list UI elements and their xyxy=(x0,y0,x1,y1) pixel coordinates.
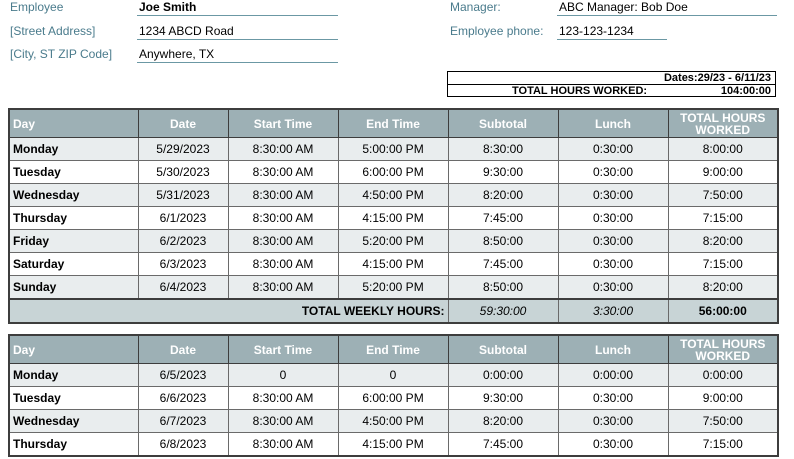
start-time-cell[interactable]: 8:30:00 AM xyxy=(228,276,338,300)
total-hours-cell: 56:00:00 xyxy=(668,299,778,323)
total-hours-cell: 7:15:00 xyxy=(668,433,778,457)
subtotal-cell: 8:20:00 xyxy=(448,184,558,207)
col-total-hours-header: TOTAL HOURS WORKED xyxy=(668,109,778,138)
total-hours-label: TOTAL HOURS WORKED: xyxy=(512,85,648,97)
total-hours-cell: 9:00:00 xyxy=(668,161,778,184)
col-total-hours-header: TOTAL HOURS WORKED xyxy=(668,335,778,364)
total-hours-cell: 8:20:00 xyxy=(668,276,778,300)
table-row xyxy=(9,253,778,276)
date-cell[interactable]: 5/30/2023 xyxy=(138,161,228,184)
col-start-time-header: Start Time xyxy=(228,335,338,364)
total-subtotal-cell: 59:30:00 xyxy=(448,299,558,323)
employee-label: Employee xyxy=(10,0,64,14)
table-row xyxy=(9,433,778,457)
dates-value[interactable]: 29/23 - 6/11/23 xyxy=(697,72,771,84)
total-hours-cell: 7:50:00 xyxy=(668,410,778,433)
dates-row xyxy=(448,72,775,85)
summary-box xyxy=(447,71,776,97)
end-time-cell[interactable]: 4:50:00 PM xyxy=(338,184,448,207)
col-day-header: Day xyxy=(9,109,138,138)
total-hours-cell: 0:00:00 xyxy=(668,364,778,387)
lunch-cell: 0:30:00 xyxy=(558,253,668,276)
date-cell[interactable]: 6/2/2023 xyxy=(138,230,228,253)
total-hours-row xyxy=(448,85,775,97)
week2-table xyxy=(8,334,779,457)
total-hours-cell: 7:15:00 xyxy=(668,207,778,230)
subtotal-cell: 8:50:00 xyxy=(448,230,558,253)
day-cell: Tuesday xyxy=(9,387,138,410)
end-time-cell[interactable]: 4:50:00 PM xyxy=(338,410,448,433)
street-address-label: [Street Address] xyxy=(10,24,96,38)
week1-body xyxy=(9,138,778,300)
col-end-time-header: End Time xyxy=(338,109,448,138)
week1-header-row xyxy=(9,109,778,138)
start-time-cell[interactable]: 8:30:00 AM xyxy=(228,138,338,161)
day-cell: Wednesday xyxy=(9,410,138,433)
total-weekly-hours-label: TOTAL WEEKLY HOURS: xyxy=(9,299,448,323)
total-hours-cell: 7:15:00 xyxy=(668,253,778,276)
table-row xyxy=(9,364,778,387)
day-cell: Monday xyxy=(9,364,138,387)
week2-body xyxy=(9,364,778,457)
manager-label: Manager: xyxy=(450,0,501,14)
date-cell[interactable]: 6/8/2023 xyxy=(138,433,228,457)
end-time-cell[interactable]: 4:15:00 PM xyxy=(338,433,448,457)
total-hours-cell: 8:00:00 xyxy=(668,138,778,161)
col-lunch-header: Lunch xyxy=(558,335,668,364)
manager-field[interactable]: ABC Manager: Bob Doe xyxy=(557,0,777,16)
subtotal-cell: 7:45:00 xyxy=(448,253,558,276)
table-row xyxy=(9,161,778,184)
day-cell: Wednesday xyxy=(9,184,138,207)
total-lunch-cell: 3:30:00 xyxy=(558,299,668,323)
subtotal-cell: 8:30:00 xyxy=(448,138,558,161)
lunch-cell: 0:30:00 xyxy=(558,433,668,457)
table-row xyxy=(9,207,778,230)
start-time-cell[interactable]: 8:30:00 AM xyxy=(228,207,338,230)
day-cell: Thursday xyxy=(9,433,138,457)
lunch-cell: 0:30:00 xyxy=(558,410,668,433)
lunch-cell: 0:30:00 xyxy=(558,230,668,253)
total-hours-cell: 8:20:00 xyxy=(668,230,778,253)
table-row xyxy=(9,184,778,207)
start-time-cell[interactable]: 8:30:00 AM xyxy=(228,253,338,276)
street-address-field[interactable]: 1234 ABCD Road xyxy=(137,24,338,40)
start-time-cell[interactable]: 8:30:00 AM xyxy=(228,387,338,410)
lunch-cell: 0:30:00 xyxy=(558,161,668,184)
subtotal-cell: 9:30:00 xyxy=(448,387,558,410)
city-label: [City, ST ZIP Code] xyxy=(10,47,113,61)
start-time-cell[interactable]: 8:30:00 AM xyxy=(228,410,338,433)
col-end-time-header: End Time xyxy=(338,335,448,364)
day-cell: Friday xyxy=(9,230,138,253)
total-hours-value: 104:00:00 xyxy=(720,85,771,97)
start-time-cell[interactable]: 8:30:00 AM xyxy=(228,230,338,253)
subtotal-cell: 7:45:00 xyxy=(448,207,558,230)
col-start-time-header: Start Time xyxy=(228,109,338,138)
lunch-cell: 0:30:00 xyxy=(558,207,668,230)
dates-label: Dates: xyxy=(663,72,698,84)
start-time-cell[interactable]: 8:30:00 AM xyxy=(228,184,338,207)
lunch-cell: 0:30:00 xyxy=(558,387,668,410)
col-date-header: Date xyxy=(138,335,228,364)
total-hours-cell: 9:00:00 xyxy=(668,387,778,410)
lunch-cell: 0:30:00 xyxy=(558,138,668,161)
employee-phone-field[interactable]: 123-123-1234 xyxy=(557,24,667,40)
start-time-cell[interactable]: 0 xyxy=(228,364,338,387)
lunch-cell: 0:30:00 xyxy=(558,276,668,300)
table-row xyxy=(9,276,778,300)
start-time-cell[interactable]: 8:30:00 AM xyxy=(228,161,338,184)
week1-table xyxy=(8,108,779,324)
subtotal-cell: 9:30:00 xyxy=(448,161,558,184)
end-time-cell[interactable]: 6:00:00 PM xyxy=(338,387,448,410)
subtotal-cell: 8:50:00 xyxy=(448,276,558,300)
end-time-cell[interactable]: 5:00:00 PM xyxy=(338,138,448,161)
col-day-header: Day xyxy=(9,335,138,364)
date-cell[interactable]: 6/3/2023 xyxy=(138,253,228,276)
day-cell: Saturday xyxy=(9,253,138,276)
week2-header-row xyxy=(9,335,778,364)
day-cell: Thursday xyxy=(9,207,138,230)
date-cell[interactable]: 6/4/2023 xyxy=(138,276,228,300)
date-cell[interactable]: 5/31/2023 xyxy=(138,184,228,207)
col-date-header: Date xyxy=(138,109,228,138)
col-subtotal-header: Subtotal xyxy=(448,335,558,364)
end-time-cell[interactable]: 6:00:00 PM xyxy=(338,161,448,184)
end-time-cell[interactable]: 4:15:00 PM xyxy=(338,207,448,230)
employee-name-field[interactable]: Joe Smith xyxy=(137,0,338,16)
subtotal-cell: 7:45:00 xyxy=(448,433,558,457)
date-cell[interactable]: 6/1/2023 xyxy=(138,207,228,230)
city-field[interactable]: Anywhere, TX xyxy=(137,47,338,63)
col-lunch-header: Lunch xyxy=(558,109,668,138)
date-cell[interactable]: 6/5/2023 xyxy=(138,364,228,387)
lunch-cell: 0:30:00 xyxy=(558,184,668,207)
day-cell: Tuesday xyxy=(9,161,138,184)
subtotal-cell: 0:00:00 xyxy=(448,364,558,387)
total-hours-cell: 7:50:00 xyxy=(668,184,778,207)
date-cell[interactable]: 6/6/2023 xyxy=(138,387,228,410)
day-cell: Monday xyxy=(9,138,138,161)
col-subtotal-header: Subtotal xyxy=(448,109,558,138)
end-time-cell[interactable]: 0 xyxy=(338,364,448,387)
subtotal-cell: 8:20:00 xyxy=(448,410,558,433)
end-time-cell[interactable]: 5:20:00 PM xyxy=(338,230,448,253)
week1-total-row xyxy=(9,299,778,323)
end-time-cell[interactable]: 5:20:00 PM xyxy=(338,276,448,300)
table-row xyxy=(9,230,778,253)
table-row xyxy=(9,410,778,433)
date-cell[interactable]: 5/29/2023 xyxy=(138,138,228,161)
lunch-cell: 0:00:00 xyxy=(558,364,668,387)
end-time-cell[interactable]: 4:15:00 PM xyxy=(338,253,448,276)
start-time-cell[interactable]: 8:30:00 AM xyxy=(228,433,338,457)
table-row xyxy=(9,138,778,161)
employee-phone-label: Employee phone: xyxy=(450,24,544,38)
date-cell[interactable]: 6/7/2023 xyxy=(138,410,228,433)
day-cell: Sunday xyxy=(9,276,138,300)
table-row xyxy=(9,387,778,410)
